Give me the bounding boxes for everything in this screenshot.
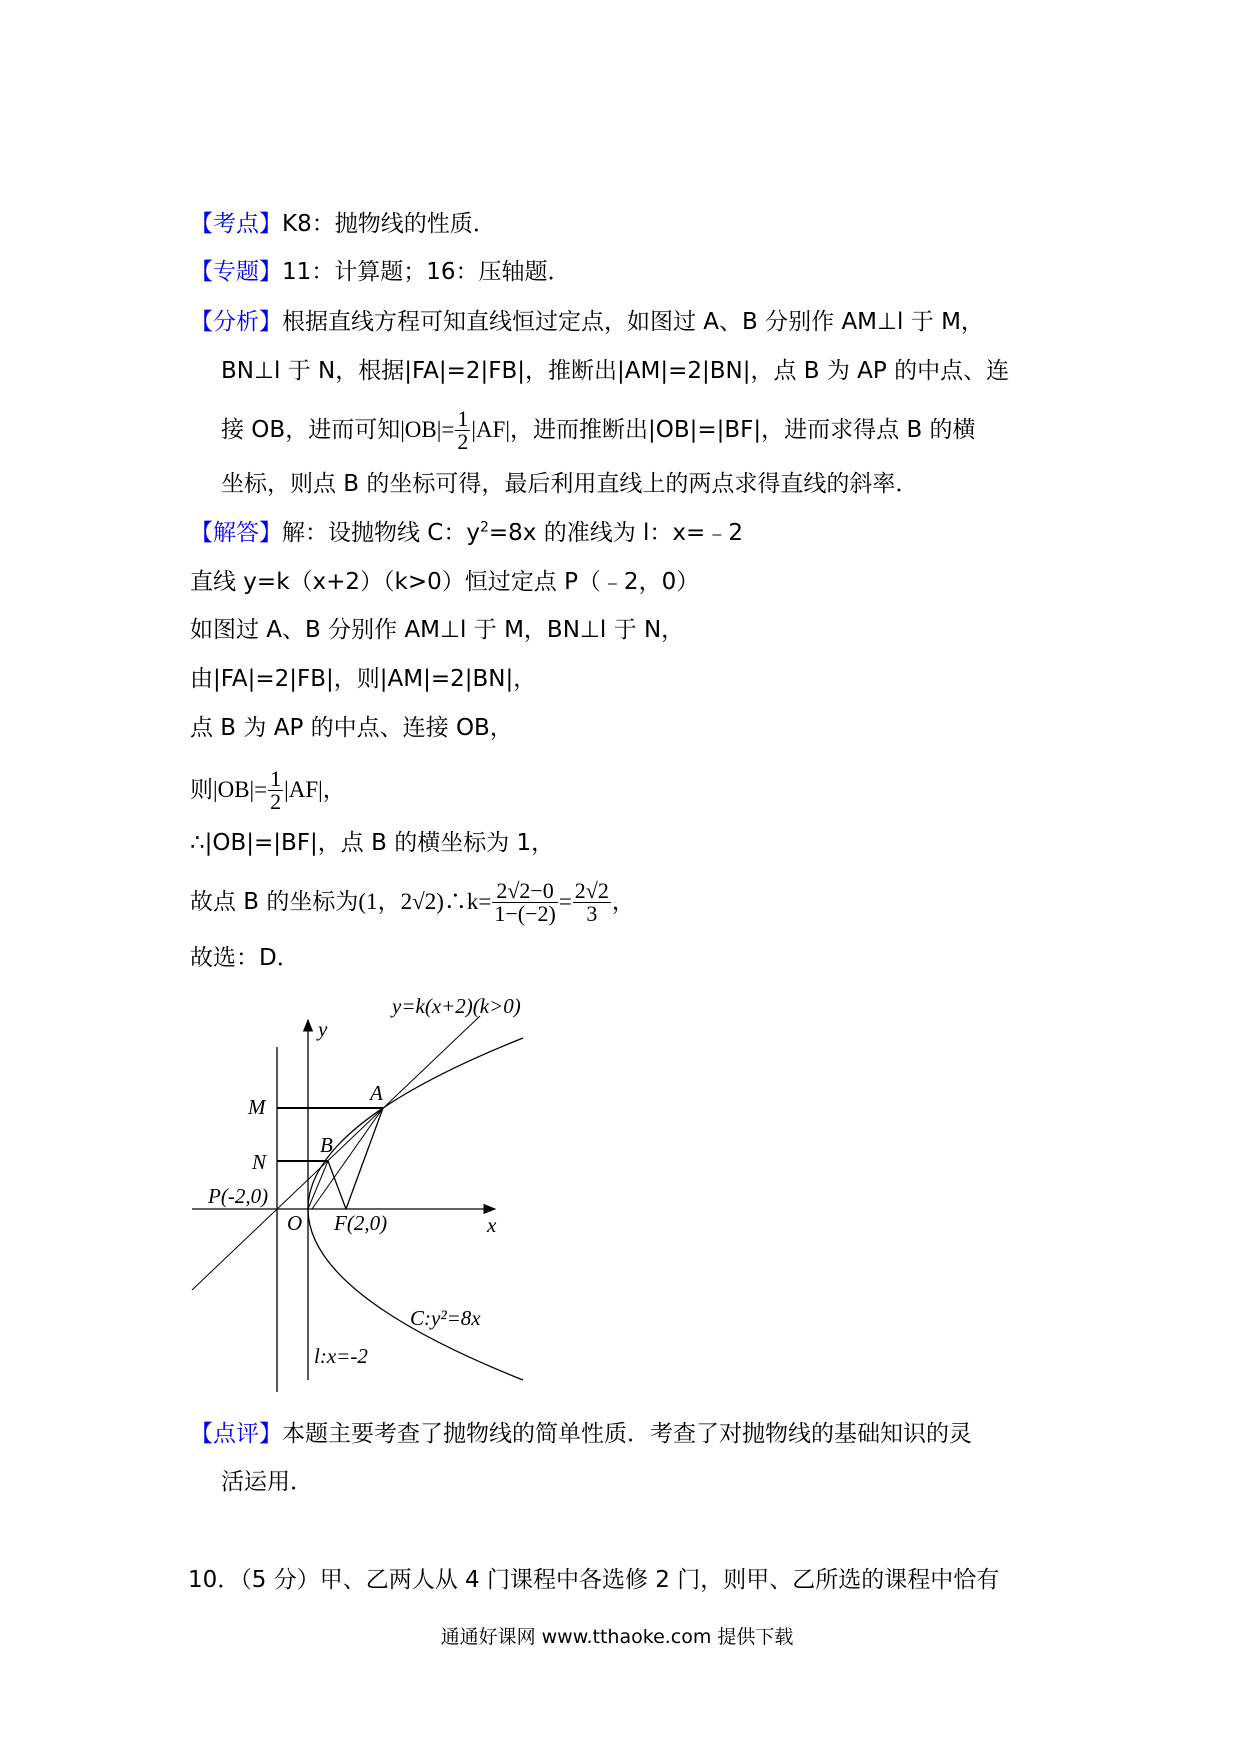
footer-text: 通通好课网 www.tthaoke.com 提供下载: [440, 1626, 794, 1648]
point-a-label: A: [370, 1081, 383, 1105]
jieda-line-9: 故选：D．: [190, 945, 300, 971]
jieda-line-3: 如图过 A、B 分别作 AM⊥l 于 M，BN⊥l 于 N，: [190, 617, 685, 643]
segment-oa: [312, 1108, 383, 1209]
dianping-line-2: 活运用．: [221, 1469, 313, 1495]
point-n-label: N: [252, 1150, 267, 1174]
frac-num: 1: [457, 406, 469, 431]
next-question: 10．（5 分）甲、乙两人从 4 门课程中各选修 2 门，则甲、乙所选的课程中恰有: [188, 1567, 1000, 1593]
point-p-label: P(-2,0): [208, 1184, 269, 1208]
focus-label: F(2,0): [334, 1211, 388, 1235]
fenxi-text-3a: 接 OB，进而可知: [221, 417, 401, 443]
segment-ob: [308, 1161, 328, 1209]
zhuanti-text: 11：计算题；16：压轴题．: [282, 259, 571, 285]
frac-den: 2: [270, 789, 282, 814]
dianping-line-1: [190, 1417, 972, 1451]
dianping-text-1: 本题主要考查了抛物线的简单性质．考查了对抛物线的基础知识的灵: [282, 1421, 972, 1447]
line-equation-label: y=k(x+2)(k>0): [392, 994, 521, 1018]
fenxi-line-2: BN⊥l 于 N，根据|FA|=2|FB|，推断出|AM|=2|BN|，点 B 为 AP 的中点、连: [221, 358, 1010, 384]
fenxi-line-4: 坐标，则点 B 的坐标可得，最后利用直线上的两点求得直线的斜率．: [221, 471, 919, 497]
jieda-sup: 2: [479, 519, 489, 536]
frac-num: 1: [270, 766, 282, 791]
frac-num: 2√2: [574, 878, 609, 903]
frac-den: 3: [586, 901, 598, 926]
kaodian-label: 【考点】: [190, 211, 282, 237]
jieda-line-4: 由|FA|=2|FB|，则|AM|=2|BN|，: [190, 666, 537, 692]
jieda-text-1b: =8x 的准线为 l：x=﹣2: [488, 520, 743, 546]
segment-af: [346, 1108, 383, 1209]
x-axis-label: x: [487, 1213, 497, 1237]
fenxi-text-3b: ，进而推断出|OB|=|BF|，进而求得点 B 的横: [509, 417, 976, 443]
jieda-line-2: 直线 y=k（x+2）（k>0）恒过定点 P（﹣2，0）: [190, 569, 700, 595]
parabola-label: C:y²=8x: [410, 1306, 481, 1330]
jieda-label: 【解答】: [190, 520, 282, 546]
comma: ，: [611, 889, 635, 915]
jieda-text-1a: 解：设抛物线 C：y: [282, 520, 480, 546]
secant-line: [192, 1016, 480, 1290]
jieda-line-7: ∴|OB|=|BF|，点 B 的横坐标为 1，: [190, 830, 555, 856]
fenxi-ob: |OB|=: [400, 417, 455, 442]
jieda-af: |AF|，: [284, 777, 346, 802]
point-b-label: B: [320, 1133, 333, 1157]
k-equals: ∴k=: [443, 889, 492, 914]
origin-label: O: [287, 1211, 303, 1235]
y-axis-label: y: [318, 1017, 328, 1041]
segment-bf: [328, 1161, 346, 1209]
directrix-label: l:x=-2: [314, 1344, 368, 1368]
jieda-ob: |OB|=: [213, 777, 268, 802]
equals: =: [558, 889, 572, 914]
fenxi-af: |AF|: [471, 417, 510, 442]
dianping-label: 【点评】: [190, 1421, 282, 1447]
frac-den: 2: [457, 429, 469, 454]
jieda-text-8: 故点 B 的坐标为: [190, 889, 359, 915]
frac-den: 1−(−2): [494, 901, 556, 926]
point-m-label: M: [248, 1095, 266, 1119]
jieda-line-5: 点 B 为 AP 的中点、连接 OB，: [190, 715, 513, 741]
fenxi-label: 【分析】: [190, 309, 282, 335]
point-b-coord: (1，2√2): [358, 889, 444, 914]
frac-num: 2√2−0: [492, 880, 557, 903]
jieda-text-6: 则: [190, 777, 213, 803]
fenxi-text-1: 根据直线方程可知直线恒过定点，如图过 A、B 分别作 AM⊥l 于 M，: [282, 309, 984, 335]
kaodian-text: K8：抛物线的性质．: [282, 211, 496, 237]
zhuanti-label: 【专题】: [190, 259, 282, 285]
